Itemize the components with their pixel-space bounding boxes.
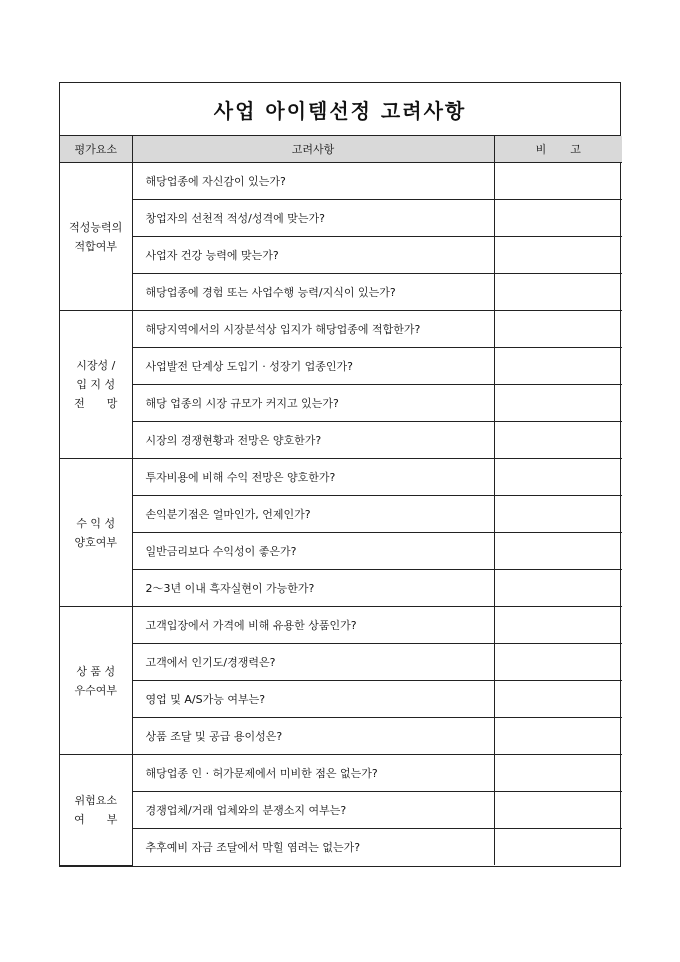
consideration-cell: 창업자의 선천적 적성/성격에 맞는가? [132, 200, 494, 237]
note-cell[interactable] [494, 829, 622, 866]
page-title: 사업 아이템선정 고려사항 [213, 98, 467, 123]
title-row [60, 83, 620, 136]
evaluation-sheet [59, 82, 621, 867]
table-row [60, 644, 622, 681]
note-cell[interactable] [494, 718, 622, 755]
consideration-cell: 해당업종 인 · 허가문제에서 미비한 점은 없는가? [132, 755, 494, 792]
table-row [60, 237, 622, 274]
note-cell[interactable] [494, 237, 622, 274]
evaluation-table [60, 136, 622, 866]
note-cell[interactable] [494, 607, 622, 644]
consideration-cell: 추후예비 자금 조달에서 막힐 염려는 없는가? [132, 829, 494, 866]
table-row [60, 163, 622, 200]
consideration-cell: 해당 업종의 시장 규모가 커지고 있는가? [132, 385, 494, 422]
note-cell[interactable] [494, 496, 622, 533]
note-cell[interactable] [494, 459, 622, 496]
consideration-cell: 상품 조달 및 공급 용이성은? [132, 718, 494, 755]
category-cell: 상 품 성 우수여부 [60, 607, 132, 755]
table-row [60, 274, 622, 311]
table-body [60, 163, 622, 866]
consideration-cell: 일반금리보다 수익성이 좋은가? [132, 533, 494, 570]
category-cell: 적성능력의 적합여부 [60, 163, 132, 311]
table-row [60, 607, 622, 644]
consideration-cell: 해당업종에 자신감이 있는가? [132, 163, 494, 200]
header-consideration: 고려사항 [132, 136, 494, 163]
consideration-cell: 경쟁업체/거래 업체와의 분쟁소지 여부는? [132, 792, 494, 829]
table-row [60, 311, 622, 348]
table-row [60, 496, 622, 533]
table-row [60, 718, 622, 755]
note-cell[interactable] [494, 570, 622, 607]
consideration-cell: 고객입장에서 가격에 비해 유용한 상품인가? [132, 607, 494, 644]
note-cell[interactable] [494, 644, 622, 681]
note-cell[interactable] [494, 755, 622, 792]
table-row [60, 459, 622, 496]
note-cell[interactable] [494, 681, 622, 718]
consideration-cell: 사업자 건강 능력에 맞는가? [132, 237, 494, 274]
category-cell: 위험요소 여 부 [60, 755, 132, 866]
consideration-cell: 투자비용에 비해 수익 전망은 양호한가? [132, 459, 494, 496]
header-note: 비고 [494, 136, 622, 163]
consideration-cell: 시장의 경쟁현황과 전망은 양호한가? [132, 422, 494, 459]
table-row [60, 681, 622, 718]
table-row [60, 422, 622, 459]
note-cell[interactable] [494, 422, 622, 459]
note-cell[interactable] [494, 385, 622, 422]
consideration-cell: 손익분기점은 얼마인가, 언제인가? [132, 496, 494, 533]
table-row [60, 385, 622, 422]
consideration-cell: 고객에서 인기도/경쟁력은? [132, 644, 494, 681]
table-row [60, 792, 622, 829]
table-row [60, 829, 622, 866]
table-row [60, 200, 622, 237]
consideration-cell: 해당업종에 경험 또는 사업수행 능력/지식이 있는가? [132, 274, 494, 311]
note-cell[interactable] [494, 533, 622, 570]
consideration-cell: 해당지역에서의 시장분석상 입지가 해당업종에 적합한가? [132, 311, 494, 348]
consideration-cell: 영업 및 A/S가능 여부는? [132, 681, 494, 718]
consideration-cell: 2～3년 이내 흑자실현이 가능한가? [132, 570, 494, 607]
note-cell[interactable] [494, 274, 622, 311]
header-row [60, 136, 622, 163]
header-category: 평가요소 [60, 136, 132, 163]
consideration-cell: 사업발전 단계상 도입기 · 성장기 업종인가? [132, 348, 494, 385]
category-cell: 수 익 성 양호여부 [60, 459, 132, 607]
table-row [60, 533, 622, 570]
table-row [60, 755, 622, 792]
note-cell[interactable] [494, 200, 622, 237]
note-cell[interactable] [494, 792, 622, 829]
category-cell: 시장성 / 입 지 성 전 망 [60, 311, 132, 459]
note-cell[interactable] [494, 163, 622, 200]
table-row [60, 348, 622, 385]
note-cell[interactable] [494, 348, 622, 385]
note-cell[interactable] [494, 311, 622, 348]
table-row [60, 570, 622, 607]
